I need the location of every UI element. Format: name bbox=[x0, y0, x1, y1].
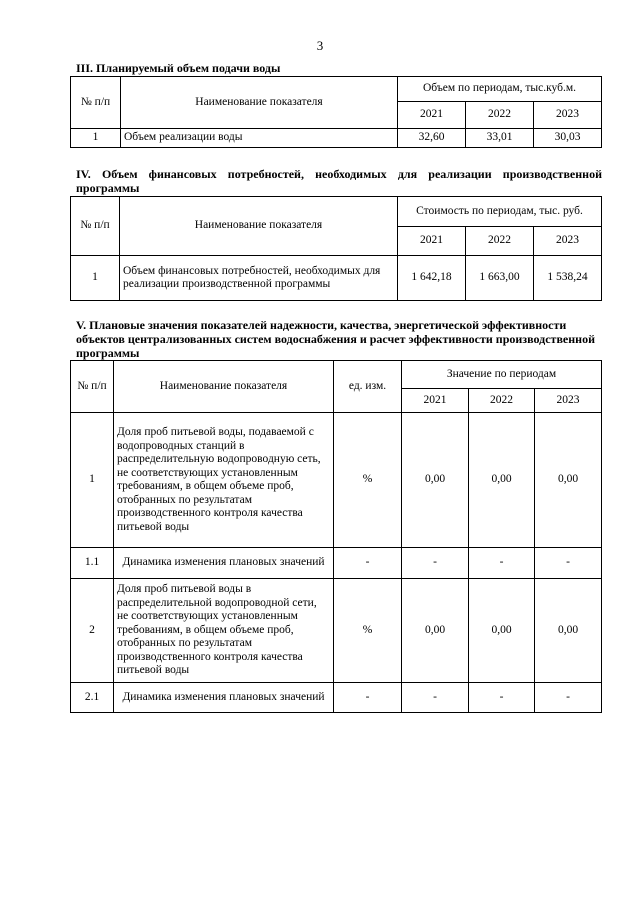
row-value: 0,00 bbox=[535, 413, 602, 548]
row-value: 1 642,18 bbox=[398, 256, 466, 301]
row-name: Объем реализации воды bbox=[121, 129, 398, 148]
header-num: № п/п bbox=[71, 77, 121, 129]
table-row bbox=[71, 548, 602, 579]
row-num: 1 bbox=[71, 129, 121, 148]
table-row bbox=[71, 129, 602, 148]
header-num: № п/п bbox=[71, 197, 120, 256]
row-value: - bbox=[402, 548, 469, 579]
section-3-heading: III. Планируемый объем подачи воды bbox=[76, 61, 281, 75]
row-value: 30,03 bbox=[534, 129, 602, 148]
row-value: - bbox=[469, 683, 535, 713]
row-value: 1 538,24 bbox=[534, 256, 602, 301]
table-row bbox=[71, 579, 602, 683]
table-water-supply-volume bbox=[70, 76, 602, 148]
header-year: 2023 bbox=[534, 227, 602, 256]
row-unit: % bbox=[334, 579, 402, 683]
header-period: Стоимость по периодам, тыс. руб. bbox=[398, 197, 602, 227]
section-4-heading: IV. Объем финансовых потребностей, необходимых для реализации производственной программы bbox=[76, 167, 602, 195]
row-value: 0,00 bbox=[469, 413, 535, 548]
header-period: Объем по периодам, тыс.куб.м. bbox=[398, 77, 602, 102]
page-number: 3 bbox=[316, 38, 324, 53]
header-year: 2022 bbox=[466, 102, 534, 129]
header-num: № п/п bbox=[71, 361, 114, 413]
row-name: Доля проб питьевой воды, подаваемой с водопроводных станций в распределительную водопроводную сеть, не соответствующих установленным требованиям, в общем объеме проб, отобранных по результатам производственного контроля качества питьевой воды bbox=[114, 413, 334, 548]
row-num: 1 bbox=[71, 413, 114, 548]
row-num: 1.1 bbox=[71, 548, 114, 579]
header-year: 2021 bbox=[398, 102, 466, 129]
row-name: Динамика изменения плановых значений bbox=[114, 683, 334, 713]
row-name: Динамика изменения плановых значений bbox=[114, 548, 334, 579]
row-unit: - bbox=[334, 683, 402, 713]
header-year: 2022 bbox=[466, 227, 534, 256]
header-name: Наименование показателя bbox=[120, 197, 398, 256]
table-reliability-indicators bbox=[70, 360, 602, 713]
row-name: Объем финансовых потребностей, необходимых для реализации производственной программы bbox=[120, 256, 398, 301]
row-num: 2.1 bbox=[71, 683, 114, 713]
row-value: - bbox=[535, 548, 602, 579]
row-value: - bbox=[402, 683, 469, 713]
header-year: 2021 bbox=[398, 227, 466, 256]
row-name: Доля проб питьевой воды в распределительной водопроводной сети, не соответствующих установленным требованиям, в общем объеме проб, отобранных по результатам производственного контроля качества питьевой воды bbox=[114, 579, 334, 683]
header-year: 2021 bbox=[402, 389, 469, 413]
row-value: - bbox=[535, 683, 602, 713]
header-name: Наименование показателя bbox=[114, 361, 334, 413]
row-value: 0,00 bbox=[402, 579, 469, 683]
row-num: 1 bbox=[71, 256, 120, 301]
row-unit: % bbox=[334, 413, 402, 548]
row-value: 32,60 bbox=[398, 129, 466, 148]
table-row bbox=[71, 683, 602, 713]
section-5-heading: V. Плановые значения показателей надежности, качества, энергетической эффективности объектов централизованных систем водоснабжения и расчет эффективности производственной программы bbox=[76, 318, 595, 360]
row-unit: - bbox=[334, 548, 402, 579]
row-value: 0,00 bbox=[469, 579, 535, 683]
row-value: 0,00 bbox=[402, 413, 469, 548]
row-value: 0,00 bbox=[535, 579, 602, 683]
row-value: 1 663,00 bbox=[466, 256, 534, 301]
header-year: 2022 bbox=[469, 389, 535, 413]
header-year: 2023 bbox=[534, 102, 602, 129]
row-value: 33,01 bbox=[466, 129, 534, 148]
header-year: 2023 bbox=[535, 389, 602, 413]
row-num: 2 bbox=[71, 579, 114, 683]
table-financial-needs bbox=[70, 196, 602, 301]
header-period: Значение по периодам bbox=[402, 361, 602, 389]
row-value: - bbox=[469, 548, 535, 579]
header-unit: ед. изм. bbox=[334, 361, 402, 413]
table-row bbox=[71, 413, 602, 548]
header-name: Наименование показателя bbox=[121, 77, 398, 129]
table-row bbox=[71, 256, 602, 301]
